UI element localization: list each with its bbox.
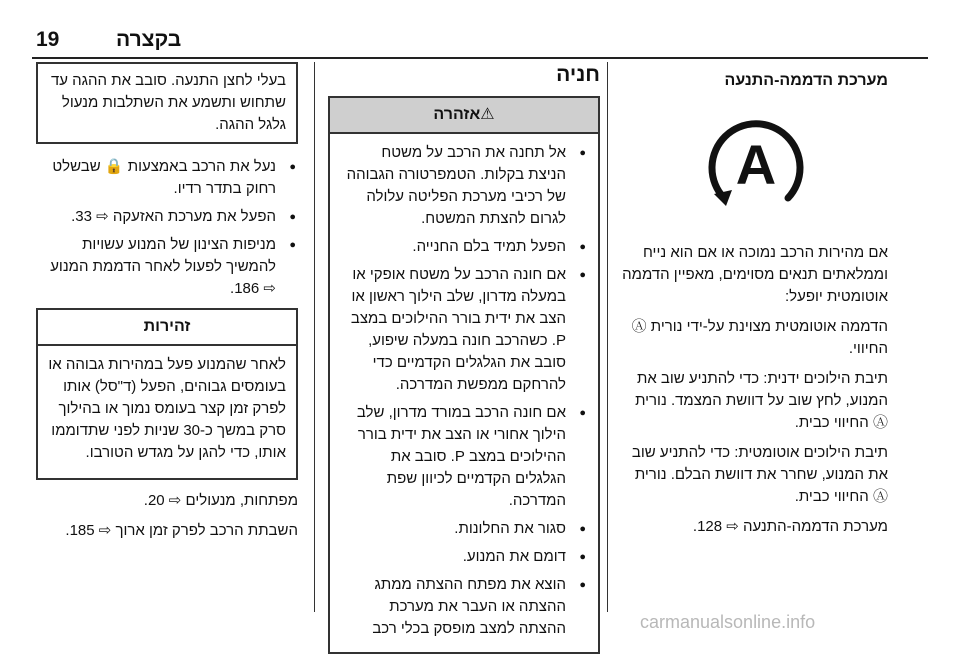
warning-item: ● סגור את החלונות. [340, 518, 588, 540]
column-parking [328, 62, 600, 664]
steering-note-box: בעלי לחצן התנעה. סובב את ההגה עד שתחוש ותשמע את השתלבות מנעול גלגל ההגה. [36, 62, 298, 144]
autostop-heading: מערכת הדממה-התנעה [724, 72, 888, 89]
column-autostop [616, 62, 888, 546]
column-divider [607, 62, 608, 612]
warning-item: ● דומם את המנוע. [340, 546, 588, 568]
parking-step: ● הפעל את מערכת האזעקה ⇨ 33. [36, 206, 298, 228]
warning-item: ● אם חונה הרכב על משטח אופקי או במעלה מדרון, שלב הילוך ראשון או הצב את ידית בורר ההילוכים במצב P. כשהרכב חונה במעלה שיפוע, סובב את הגלגלים הקדמיים כדי להרחקם ממפשת המדרכה. [340, 264, 588, 396]
parking-heading: חניה [556, 63, 600, 86]
caution-title: זהירות [38, 310, 296, 346]
autostop-paragraph: אם מהירות הרכב נמוכה או אם הוא נייח וממלאתים תנאים מסוימים, מאפיין הדממה אוטומטית יופעל: [622, 244, 888, 305]
autostop-paragraph: תיבת הילוכים אוטומטית: כדי להתניע שוב את המנוע, שחרר את דוושת הבלם. נורית Ⓐ החיווי כבית. [631, 444, 888, 505]
column-parking-continued [36, 62, 298, 550]
autostop-paragraph: הדממה אוטומטית מצוינת על-ידי נורית Ⓐ החיווי. [631, 318, 888, 357]
page-header [0, 0, 960, 56]
page-number: 19 [36, 28, 60, 51]
parking-step: ● נעל את הרכב באמצעות 🔒 שבשלט רחוק בתדר רדיו. [36, 156, 298, 200]
crossref-line: השבתת הרכב לפרק זמן ארוך ⇨ 185. [65, 522, 298, 539]
autostop-A-icon [624, 102, 888, 230]
svg-text:A: A [735, 133, 777, 196]
parking-step: ● מניפות הצינון של המנוע עשויות להמשיך לפעול לאחר הדממת המנוע ⇨ 186. [36, 234, 298, 300]
warning-item: ● הפעל תמיד בלם החנייה. [340, 236, 588, 258]
column-divider [314, 62, 315, 612]
caution-text: לאחר שהמנוע פעל במהירות גבוהה או בעומסים גבוהים, הפעל (ד"סל) אותו לפרק זמן קצר בעומס נמוך או בהילוך סרק במשך כ-30 שניות לפני שתדוממו אותו, כדי להגן על מגדש הטורבו. [48, 356, 286, 461]
parking-steps [36, 156, 298, 300]
autostop-paragraph: תיבת הילוכים ידנית: כדי להתניע שוב את המנוע, לחץ שוב על דוושת המצמד. נורית Ⓐ החיווי כבית. [635, 370, 888, 431]
autostop-crossref: מערכת הדממה-התנעה ⇨ 128. [692, 518, 888, 535]
warning-title: ⚠אזהרה [330, 98, 598, 134]
warning-box [328, 96, 600, 654]
watermark: carmanualsonline.info [640, 612, 816, 632]
section-title: בקצרה [116, 28, 182, 51]
warning-item: ● אם חונה הרכב במורד מדרון, שלב הילוך אחורי או הצב את ידית בורר ההילוכים במצב P. סובב את הגלגלים הקדמיים לכיוון שפת המדרכה. [340, 402, 588, 512]
caution-box [36, 308, 298, 480]
crossref-line: מפתחות, מנעולים ⇨ 20. [143, 492, 298, 509]
warning-item: ● אל תחנה את הרכב על משטח הניצת בקלות. הטמפרטורה הגבוהה של רכיבי מערכת הפליטה עלולה לגרום להצתת המשטח. [340, 142, 588, 230]
header-rule [32, 57, 928, 59]
warning-item: ● הוצא את מפתח ההצתה ממתג ההצתה או העבר את מערכת ההצתה למצב מופסק בכלי רכב [340, 574, 588, 640]
